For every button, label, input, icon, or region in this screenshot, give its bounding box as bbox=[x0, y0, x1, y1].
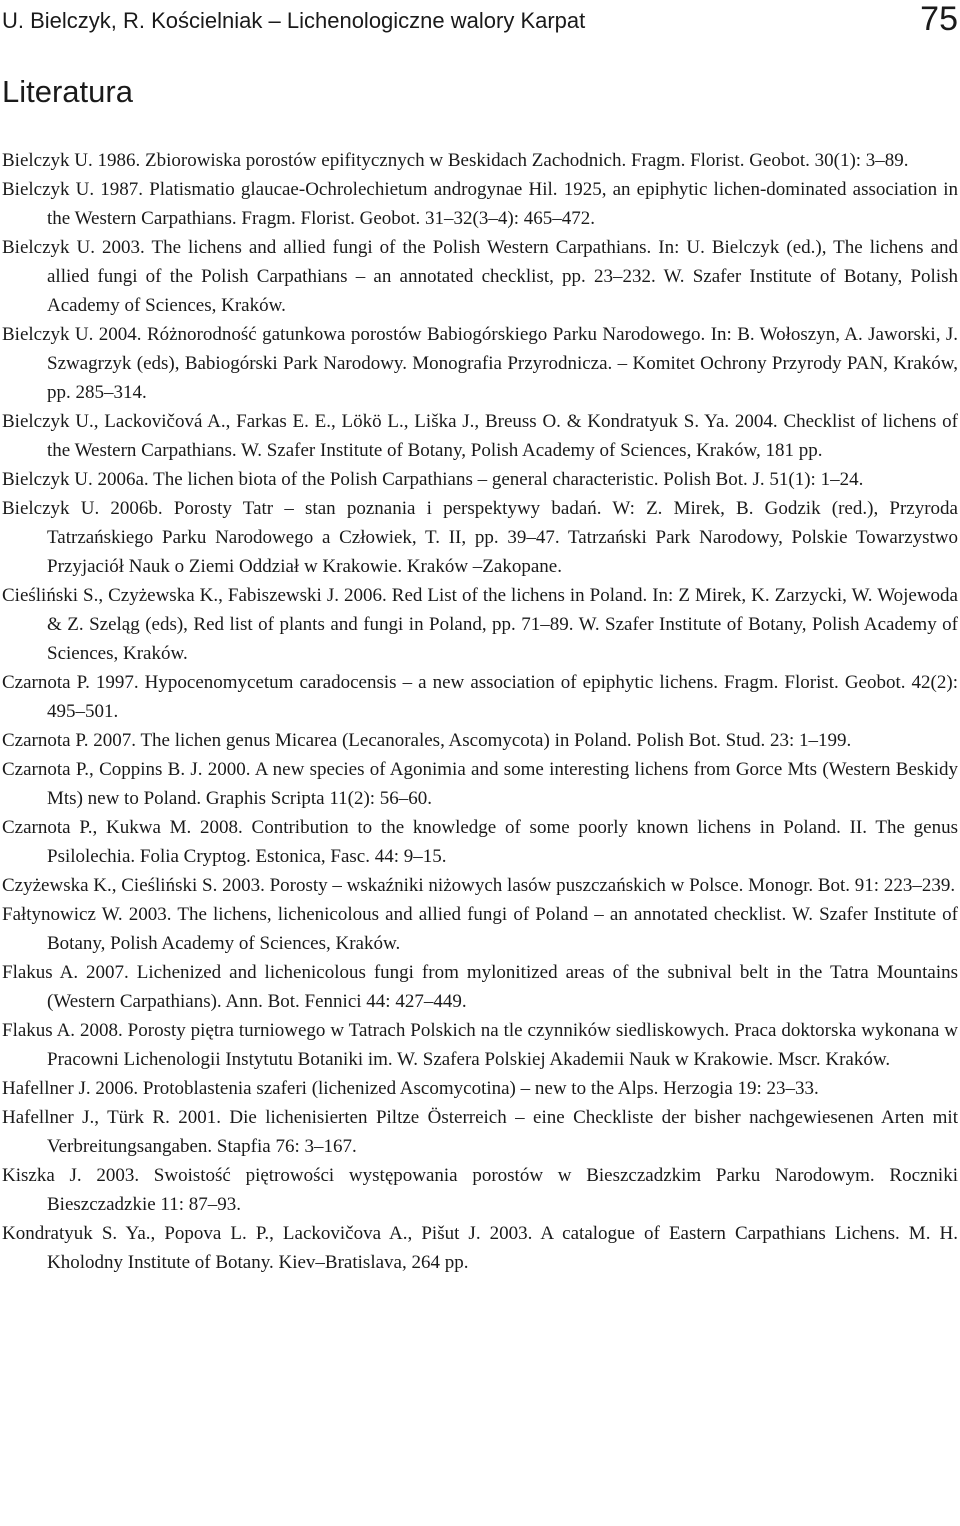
reference-item: Bielczyk U. 1987. Platismatio glaucae-Ochrolechietum androgynae Hil. 1925, an epiphytic lichen-dominated association in the Western Carpathians. Fragm. Florist. Geobot. 31–32(3–4): 465–472. bbox=[2, 179, 958, 229]
reference-item: Bielczyk U., Lackovičová A., Farkas E. E., Lökö L., Liška J., Breuss O. & Kondratyuk S. Ya. 2004. Checklist of lichens of the Western Carpathians. W. Szafer Institute of Botany, Polish Academy of Sciences, Kraków, 181 pp. bbox=[2, 411, 958, 461]
reference-item: Kiszka J. 2003. Swoistość piętrowości występowania porostów w Bieszczadzkim Parku Narodowym. Roczniki Bieszczadzkie 11: 87–93. bbox=[2, 1165, 958, 1215]
section-title: Literatura bbox=[2, 74, 133, 109]
reference-item: Bielczyk U. 2004. Różnorodność gatunkowa porostów Babiogórskiego Parku Narodowego. In: B. Wołoszyn, A. Jaworski, J. Szwagrzyk (eds), Babiogórski Park Narodowy. Monografia Przyrodnicza. – Komitet Ochrony Przyrody PAN, Kraków, pp. 285–314. bbox=[2, 324, 958, 403]
reference-item: Kondratyuk S. Ya., Popova L. P., Lackovičova A., Pišut J. 2003. A catalogue of Eastern Carpathians Lichens. M. H. Kholodny Institute of Botany. Kiev–Bratislava, 264 pp. bbox=[2, 1223, 958, 1273]
running-head bbox=[0, 0, 960, 60]
reference-item: Bielczyk U. 2006b. Porosty Tatr – stan poznania i perspektywy badań. W: Z. Mirek, B. Godzik (red.), Przyroda Tatrzańskiego Parku Narodowego a Człowiek, T. II, pp. 39–47. Tatrzański Park Narodowy, Polskie Towarzystwo Przyjaciół Nauk o Ziemi Oddział w Krakowie. Kraków –Zakopane. bbox=[2, 498, 958, 577]
reference-item: Fałtynowicz W. 2003. The lichens, lichenicolous and allied fungi of Poland – an annotated checklist. W. Szafer Institute of Botany, Polish Academy of Sciences, Kraków. bbox=[2, 904, 958, 954]
reference-item: Cieśliński S., Czyżewska K., Fabiszewski J. 2006. Red List of the lichens in Poland. In: Z Mirek, K. Zarzycki, W. Wojewoda & Z. Szeląg (eds), Red list of plants and fungi in Poland, pp. 71–89. W. Szafer Institute of Botany, Polish Academy of Sciences, Kraków. bbox=[2, 585, 958, 664]
reference-item: Hafellner J. 2006. Protoblastenia szaferi (lichenized Ascomycotina) – new to the Alps. Herzogia 19: 23–33. bbox=[2, 1078, 819, 1099]
running-title: U. Bielczyk, R. Kościelniak – Lichenologiczne walory Karpat bbox=[2, 8, 586, 33]
reference-item: Bielczyk U. 2003. The lichens and allied fungi of the Polish Western Carpathians. In: U. Bielczyk (ed.), The lichens and allied fungi of the Polish Carpathians – an annotated checklist, pp. 23–232. W. Szafer Institute of Botany, Polish Academy of Sciences, Kraków. bbox=[2, 237, 958, 316]
reference-item: Bielczyk U. 2006a. The lichen biota of the Polish Carpathians – general characteristic. Polish Bot. J. 51(1): 1–24. bbox=[2, 469, 864, 490]
reference-item: Czyżewska K., Cieśliński S. 2003. Porosty – wskaźniki niżowych lasów puszczańskich w Polsce. Monogr. Bot. 91: 223–239. bbox=[2, 875, 956, 896]
reference-item: Flakus A. 2008. Porosty piętra turniowego w Tatrach Polskich na tle czynników siedliskowych. Praca doktorska wykonana w Pracowni Lichenologii Instytutu Botaniki im. W. Szafera Polskiej Akademii Nauk w Krakowie. Mscr. Kraków. bbox=[2, 1020, 958, 1070]
reference-list bbox=[2, 146, 958, 1277]
reference-item: Flakus A. 2007. Lichenized and lichenicolous fungi from mylonitized areas of the subnival belt in the Tatra Mountains (Western Carpathians). Ann. Bot. Fennici 44: 427–449. bbox=[2, 962, 958, 1012]
reference-item: Czarnota P., Kukwa M. 2008. Contribution to the knowledge of some poorly known lichens in Poland. II. The genus Psilolechia. Folia Cryptog. Estonica, Fasc. 44: 9–15. bbox=[2, 817, 958, 867]
reference-item: Bielczyk U. 1986. Zbiorowiska porostów epifitycznych w Beskidach Zachodnich. Fragm. Florist. Geobot. 30(1): 3–89. bbox=[2, 150, 909, 171]
reference-item: Czarnota P., Coppins B. J. 2000. A new species of Agonimia and some interesting lichens from Gorce Mts (Western Beskidy Mts) new to Poland. Graphis Scripta 11(2): 56–60. bbox=[2, 759, 958, 809]
reference-item: Czarnota P. 1997. Hypocenomycetum caradocensis – a new association of epiphytic lichens. Fragm. Florist. Geobot. 42(2): 495–501. bbox=[2, 672, 958, 722]
reference-item: Czarnota P. 2007. The lichen genus Micarea (Lecanorales, Ascomycota) in Poland. Polish Bot. Stud. 23: 1–199. bbox=[2, 730, 852, 751]
page-number: 75 bbox=[920, 0, 958, 38]
reference-item: Hafellner J., Türk R. 2001. Die lichenisierten Piltze Österreich – eine Checkliste der bisher nachgewiesenen Arten mit Verbreitungsangaben. Stapfia 76: 3–167. bbox=[2, 1107, 958, 1157]
